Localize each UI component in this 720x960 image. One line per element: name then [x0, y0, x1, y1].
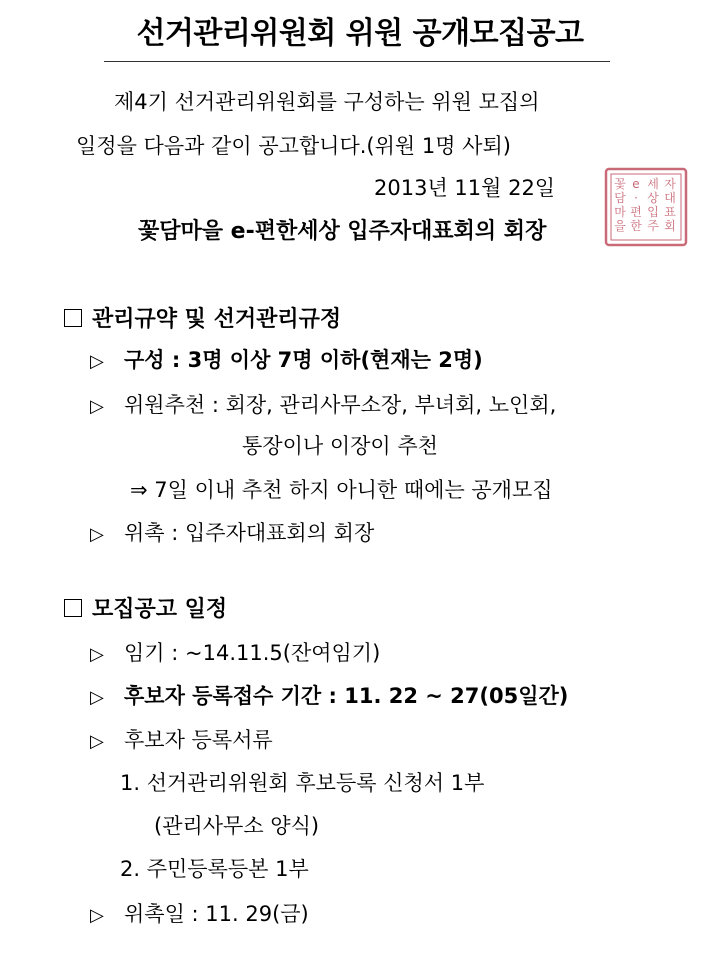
issuer-name: 꽃담마을 e-편한세상 입주자대표회의 회장 [138, 219, 547, 244]
intro-line-2: 일정을 다음과 같이 공고합니다.(위원 1명 사퇴) [76, 134, 511, 158]
triangle-bullet-icon: ▷ [90, 351, 104, 372]
svg-text:주: 주 [647, 219, 659, 233]
triangle-bullet-icon: ▷ [90, 731, 104, 752]
triangle-bullet-icon: ▷ [90, 905, 104, 926]
section-heading-rules-text: 관리규약 및 선거관리규정 [92, 307, 342, 332]
schedule-item-term [90, 637, 380, 667]
svg-text:자: 자 [664, 177, 676, 191]
triangle-bullet-icon: ▷ [90, 524, 104, 545]
svg-text:꽃: 꽃 [614, 177, 626, 191]
svg-text:입: 입 [647, 205, 659, 219]
document-item-2: 2. 주민등록등본 1부 [120, 857, 309, 881]
notice-date: 2013년 11월 22일 [374, 176, 556, 200]
rule-item-appoint [90, 517, 374, 547]
rule-item-composition-text: 구성 : 3명 이상 7명 이하(현재는 2명) [124, 348, 483, 372]
svg-text:표: 표 [664, 205, 676, 219]
svg-text:세: 세 [647, 177, 659, 191]
triangle-bullet-icon: ▷ [90, 396, 104, 417]
rule-item-composition [90, 344, 483, 374]
triangle-bullet-icon: ▷ [90, 687, 104, 708]
intro-line-1: 제4기 선거관리위원회를 구성하는 위원 모집의 [114, 90, 540, 114]
schedule-item-appoint-date [90, 898, 309, 928]
section-heading-rules [64, 302, 341, 333]
svg-text:담: 담 [614, 191, 626, 205]
schedule-item-documents-text: 후보자 등록서류 [124, 728, 273, 752]
seal-stamp-icon [603, 166, 689, 248]
rule-item-recommend-text: 위원추천 : 회장, 관리사무소장, 부녀회, 노인회, [124, 393, 557, 417]
svg-text:상: 상 [647, 191, 659, 205]
rule-item-recommend [90, 389, 556, 419]
schedule-item-registration-text: 후보자 등록접수 기간 : 11. 22 ~ 27(05일간) [124, 684, 569, 708]
title-underline [104, 61, 610, 62]
triangle-bullet-icon: ▷ [90, 644, 104, 665]
schedule-item-documents [90, 724, 273, 754]
page-title: 선거관리위원회 위원 공개모집공고 [136, 16, 584, 51]
svg-text:편: 편 [630, 205, 642, 219]
schedule-item-appoint-date-text: 위촉일 : 11. 29(금) [124, 902, 309, 926]
svg-text:회: 회 [664, 219, 676, 233]
section-heading-schedule-text: 모집공고 일정 [92, 597, 228, 622]
section-heading-schedule [64, 592, 227, 623]
rule-item-recommend-cont: 통장이나 이장이 추천 [242, 434, 438, 458]
checkbox-square-icon [64, 599, 82, 617]
checkbox-square-icon [64, 309, 82, 327]
svg-text:대: 대 [664, 191, 676, 205]
schedule-item-term-text: 임기 : ~14.11.5(잔여임기) [124, 641, 381, 665]
document-item-1-note: (관리사무소 양식) [154, 814, 320, 838]
rule-item-appoint-text: 위촉 : 입주자대표회의 회장 [124, 521, 375, 545]
svg-text:한: 한 [630, 219, 642, 233]
svg-text:·: · [634, 191, 638, 205]
svg-text:을: 을 [614, 219, 626, 233]
rule-item-public-recruit: ⇒ 7일 이내 추천 하지 아니한 때에는 공개모집 [130, 478, 553, 502]
schedule-item-registration [90, 680, 568, 710]
svg-text:마: 마 [614, 205, 626, 219]
document-item-1: 1. 선거관리위원회 후보등록 신청서 1부 [120, 771, 485, 795]
svg-text:e: e [632, 177, 640, 191]
